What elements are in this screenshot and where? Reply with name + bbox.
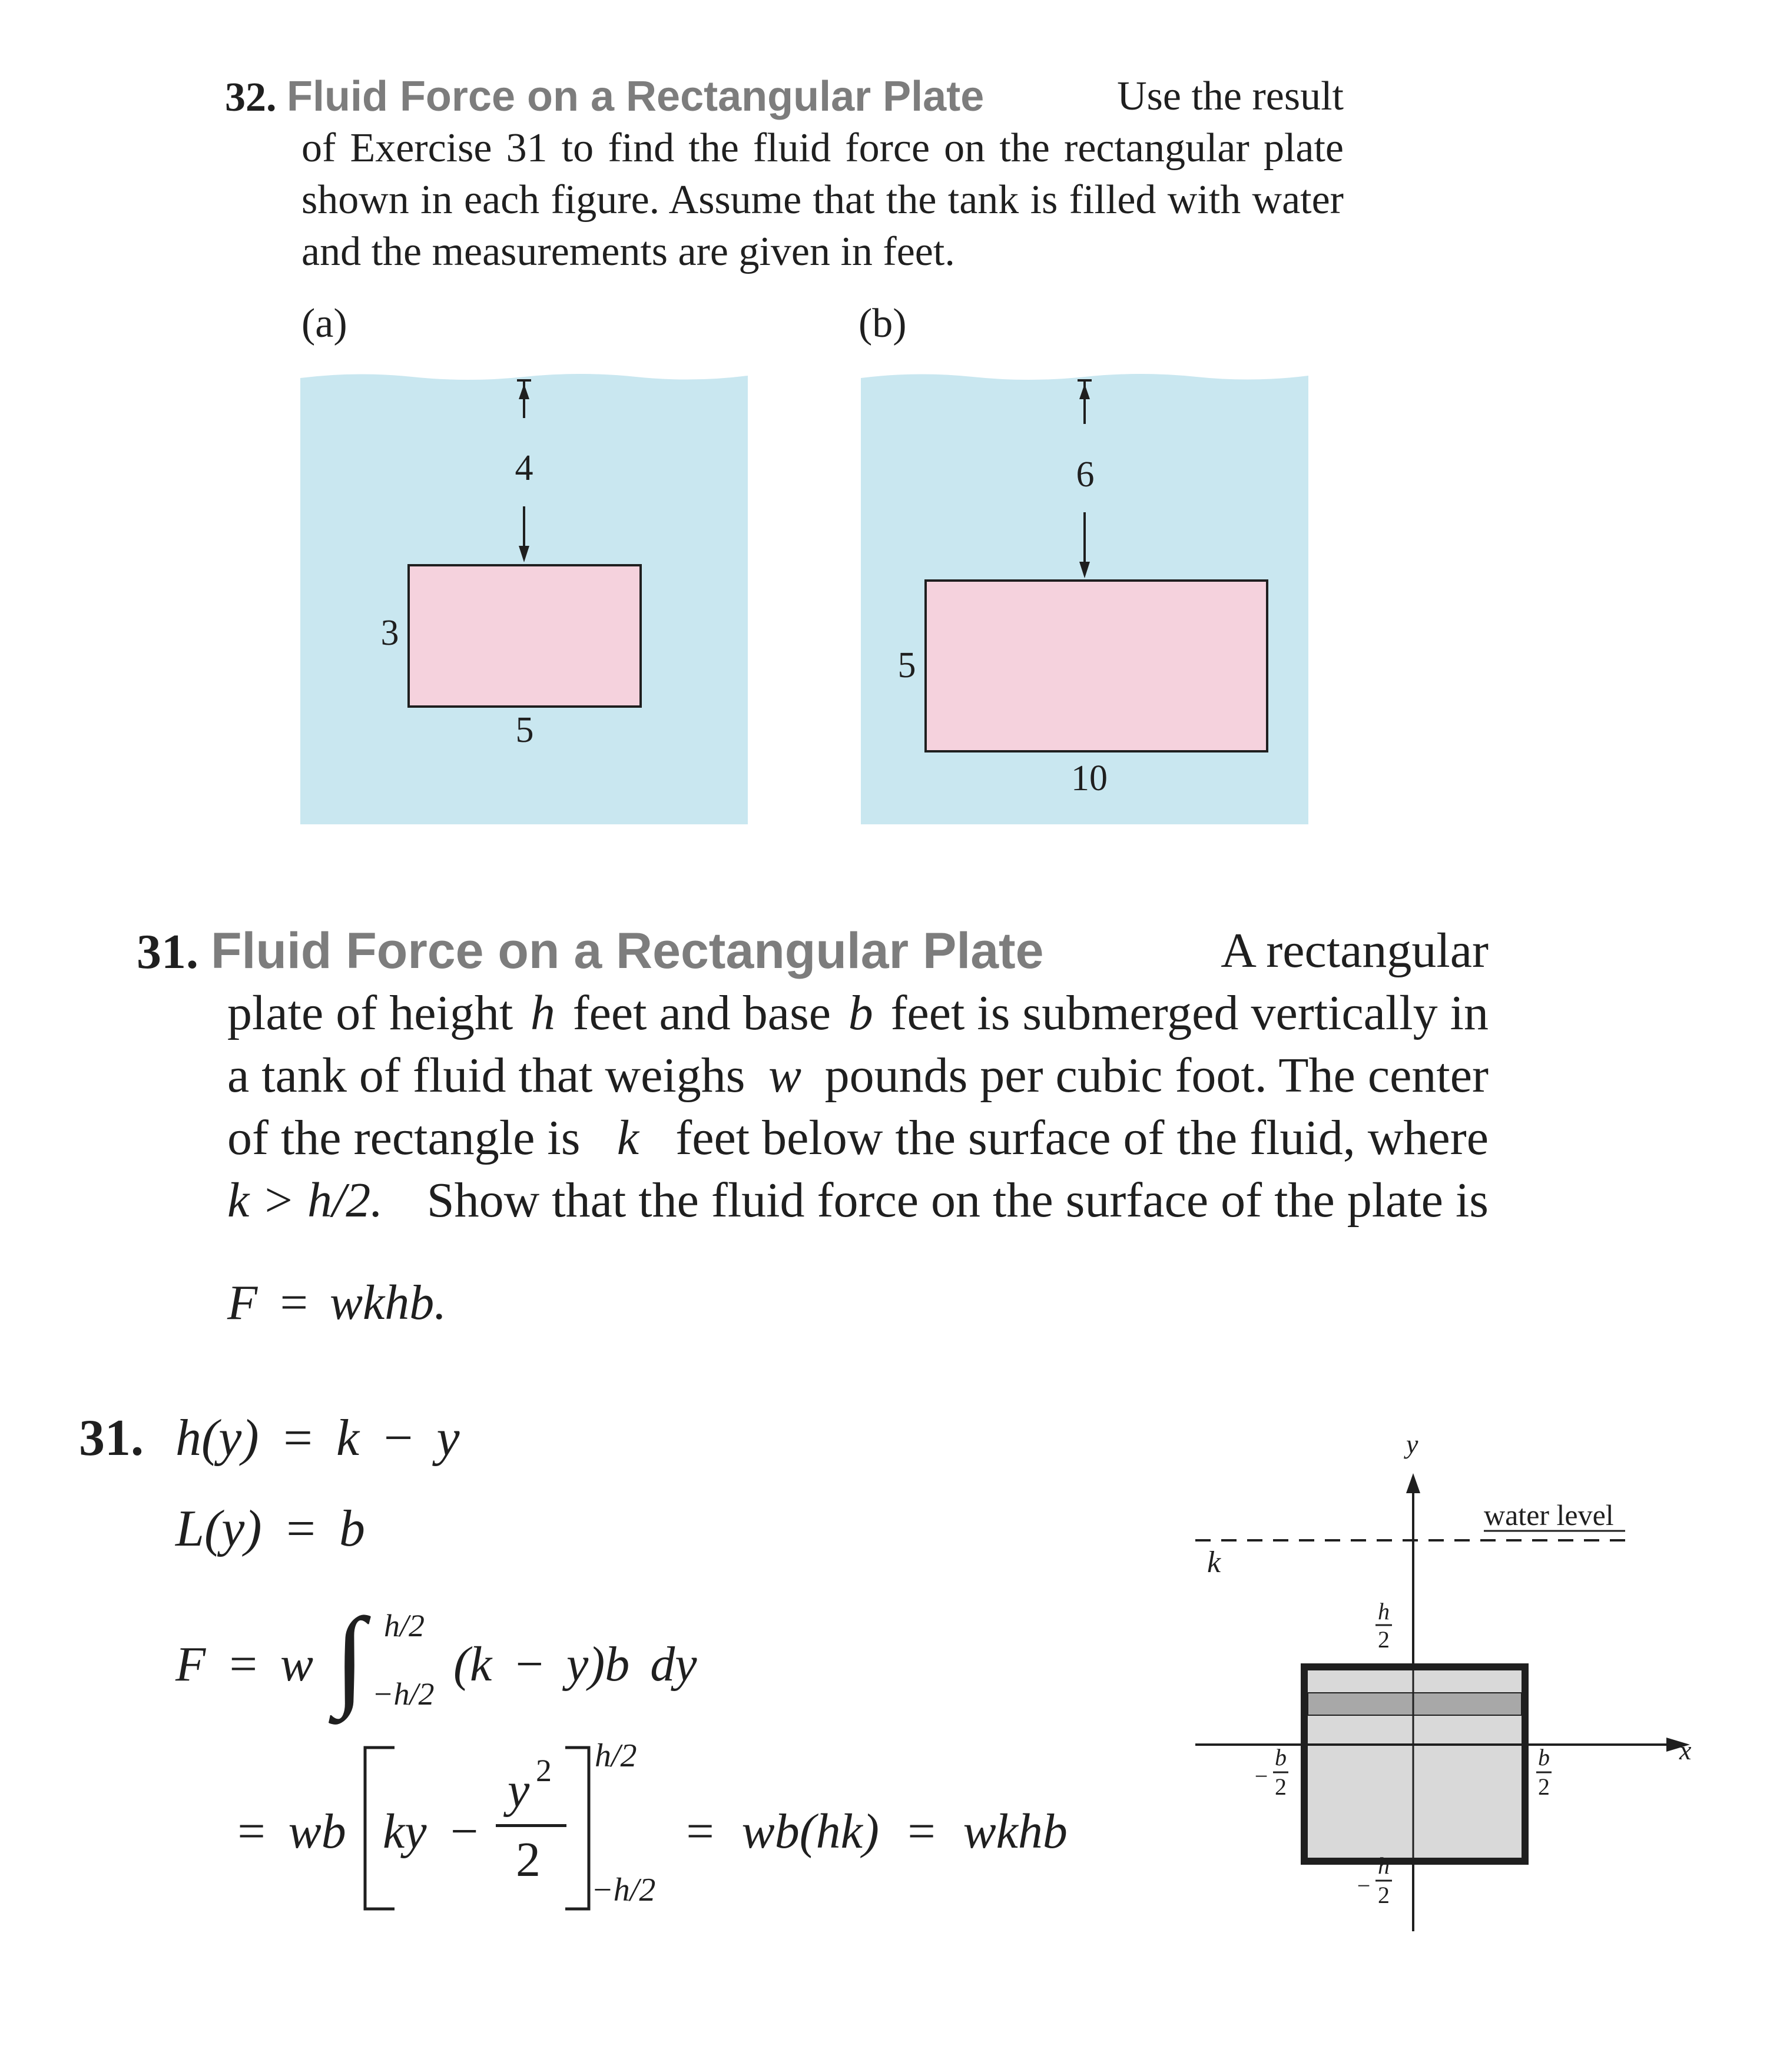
exercise-text: k > h/2. Show that the fluid force on the surface of the plate is [227, 1173, 1489, 1228]
exercise-text: shown in each figure. Assume that the tank is filled with water [301, 177, 1344, 223]
b-half-right-den: 2 [1538, 1773, 1550, 1800]
figure-a-label: (a) [301, 301, 347, 346]
water-level-label: water level [1484, 1499, 1614, 1531]
integral-upper-limit: h/2 [384, 1608, 425, 1643]
exercise-text: of the rectangle is k feet below the surface of the fluid, where [227, 1110, 1489, 1165]
h-half-top-den: 2 [1378, 1626, 1390, 1653]
solution-number: 31. [79, 1410, 144, 1467]
depth-label: 6 [1076, 455, 1095, 495]
fraction-bar [496, 1824, 566, 1827]
integrand: (k − y)b dy [453, 1637, 697, 1692]
exercise-number: 31. [137, 924, 198, 979]
plate-diagram [1184, 1425, 1713, 1931]
minus-b-sign: − [1254, 1763, 1268, 1789]
y-axis-label: y [1406, 1429, 1418, 1459]
evaluation-result: = wb(hk) = wkhb [683, 1804, 1068, 1859]
integral-lower-limit: −h/2 [372, 1676, 435, 1712]
base-label: 5 [515, 710, 534, 750]
b-half-right-num: b [1538, 1744, 1550, 1771]
exercise-text: of Exercise 31 to find the fluid force on the rectangular plate [301, 125, 1344, 171]
h-half-top-num: h [1378, 1598, 1390, 1625]
rectangular-plate [409, 565, 641, 707]
ex32-heading-line [225, 71, 1344, 124]
figure-b-label: (b) [859, 301, 907, 346]
height-label: 5 [897, 645, 916, 685]
x-axis-label: x [1679, 1735, 1692, 1765]
equation-length: L(y) = b [175, 1500, 365, 1557]
rectangular-plate [926, 581, 1267, 751]
figure-a [300, 371, 748, 824]
minus-h-sign: − [1357, 1872, 1371, 1899]
plate-strip [1308, 1693, 1522, 1715]
exercise-text: a tank of fluid that weighs w pounds per cubic foot. The center [227, 1048, 1489, 1103]
h-half-bottom-den: 2 [1378, 1882, 1390, 1908]
exercise-text: plate of height h feet and base b feet is submerged vertically in [227, 986, 1489, 1040]
integral-sign: ∫ [334, 1596, 366, 1719]
h-half-bottom-num: h [1378, 1852, 1390, 1879]
exercise-text: A rectangular [1221, 923, 1489, 978]
depth-label: 4 [515, 448, 533, 488]
figure-b [861, 371, 1308, 824]
evaluation-ky: ky − [383, 1804, 481, 1859]
b-half-left-den: 2 [1275, 1773, 1287, 1800]
exercise-title: Fluid Force on a Rectangular Plate [211, 923, 1044, 979]
exercise-text: and the measurements are given in feet. [301, 229, 955, 274]
exercise-title: Fluid Force on a Rectangular Plate [287, 73, 985, 120]
evaluation-prefix: = wb [234, 1804, 346, 1859]
evaluation-lower-limit: −h/2 [591, 1872, 656, 1908]
fraction-numerator: y [508, 1763, 530, 1818]
b-half-left-num: b [1275, 1744, 1287, 1771]
equation-height: h(y) = k − y [175, 1410, 460, 1467]
height-label: 3 [380, 613, 399, 653]
evaluation-upper-limit: h/2 [595, 1738, 637, 1774]
fraction-denominator: 2 [516, 1832, 541, 1887]
ex31-heading-line [137, 920, 1489, 983]
fraction-exponent: 2 [536, 1753, 552, 1788]
k-label: k [1207, 1546, 1221, 1579]
formula: F = wkhb. [227, 1275, 447, 1330]
exercise-text: Use the result [1117, 74, 1344, 119]
base-label: 10 [1071, 758, 1108, 798]
exercise-number: 32. [225, 75, 277, 120]
equation-force-lhs: F = w [175, 1637, 314, 1692]
